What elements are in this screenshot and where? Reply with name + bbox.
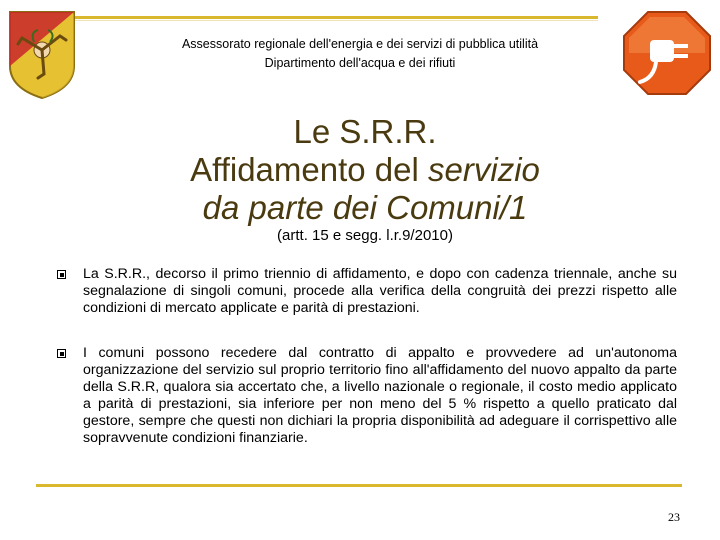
bullet-item: [60, 345, 677, 447]
slide-title-line-2-plain: Affidamento del: [190, 151, 429, 188]
bullet-text: La S.R.R., decorso il primo triennio di affidamento, e dopo con cadenza triennale, anche su segnalazione di singoli comuni, procede alla verifica della congruità dei prezzi rispetto alle condizioni di mercato applicate e parità di prestazioni.: [83, 266, 677, 316]
page-number: 23: [668, 510, 680, 524]
slide-title-line-3-italic: da parte dei Comuni/1: [202, 189, 528, 226]
header-divider: [38, 16, 598, 19]
footer-divider: [36, 484, 682, 487]
slide-title-line-2: [100, 151, 630, 189]
header-divider-shadow: [38, 20, 598, 21]
checkbox-bullet-icon: [57, 270, 66, 279]
slide-title-line-3: [100, 189, 630, 227]
bullet-text: I comuni possono recedere dal contratto di appalto e provvedere ad un'autonoma organizzazione del servizio sul proprio territorio fino all'affidamento del nuovo appalto da parte della S.R.R, qualora sia accertato che, a livello nazionale o regionale, il costo medio applicato a parità di prestazioni, sia inferiore per non meno del 5 % rispetto a quello praticato dal gestore, sempre che questi non dichiari la propria disponibilità ad adeguare il corrispettivo alle sopravvenute condizioni finanziarie.: [83, 345, 677, 446]
header-assessorato: Assessorato regionale dell'energia e dei servizi di pubblica utilità: [181, 37, 539, 51]
slide-title-line-2-italic: servizio: [428, 151, 540, 188]
slide-subtitle: (artt. 15 e segg. l.r.9/2010): [277, 227, 453, 244]
power-plug-icon: [620, 8, 714, 98]
slide-title-line-1: Le S.R.R.: [293, 113, 437, 150]
sicily-trinacria-emblem-icon: [4, 8, 80, 100]
checkbox-bullet-icon: [57, 349, 66, 358]
bullet-item: [60, 266, 677, 317]
header-dipartimento: Dipartimento dell'acqua e dei rifiuti: [264, 56, 456, 70]
